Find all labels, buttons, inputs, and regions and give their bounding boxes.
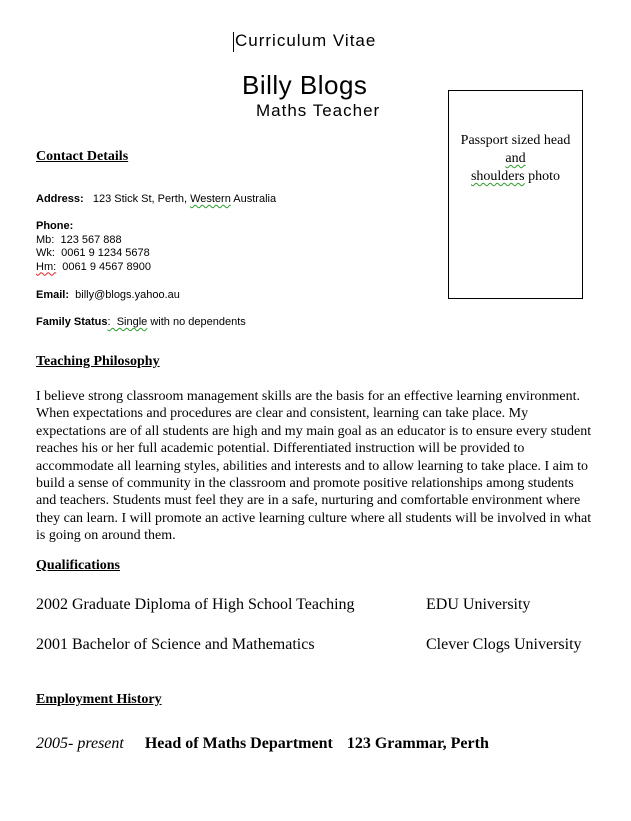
employment-row (36, 735, 489, 753)
photo-placeholder (448, 90, 583, 299)
text-cursor (233, 32, 234, 52)
document-header-title: Curriculum Vitae (235, 31, 377, 50)
email-value: billy@blogs.yahoo.au (75, 289, 180, 301)
family-status-label: Family Status (36, 316, 108, 328)
family-status-line (36, 316, 246, 330)
employment-employer: 123 Grammar, Perth (346, 735, 489, 752)
qualification-title-2: 2001 Bachelor of Science and Mathematics (36, 636, 315, 653)
philosophy-heading: Teaching Philosophy (36, 354, 160, 369)
address-value-western: Western (190, 193, 231, 205)
candidate-role: Maths Teacher (256, 101, 381, 120)
employment-position: Head of Maths Department (144, 735, 333, 752)
address-value-end: Australia (230, 193, 277, 205)
photo-line-3-word1: shoulders (470, 169, 525, 184)
qualification-institution-2: Clever Clogs University (426, 636, 582, 653)
hm-value: 0061 9 4567 8900 (62, 260, 151, 273)
family-status-marked: : Single (107, 316, 148, 328)
photo-placeholder-text (449, 132, 582, 186)
qualifications-heading: Qualifications (36, 558, 121, 573)
photo-line-3-word2: photo (524, 169, 561, 184)
email-label: Email: (36, 289, 70, 301)
contact-heading: Contact Details (36, 149, 129, 164)
mb-label: Mb: (36, 233, 55, 246)
address-value-start: 123 Stick St, Perth, (92, 193, 191, 205)
candidate-name: Billy Blogs (242, 70, 368, 100)
family-status-rest: with no dependents (147, 316, 246, 328)
wk-value: 0061 9 1234 5678 (61, 247, 150, 259)
employment-heading: Employment History (36, 692, 162, 707)
photo-line-2: and (505, 151, 526, 166)
qualification-title-1: 2002 Graduate Diploma of High School Teaching (36, 596, 355, 613)
phone-block (36, 220, 151, 274)
email-line (36, 289, 180, 303)
philosophy-text: I believe strong classroom management skills are the basis for an effective learning environment. When expectations and procedures are clear and consistent, learning can take place. My expectations are of all students are high and my main goal as an educator is to ensure every student reaches his or her full academic potential. Differentiated instruction will be provided to accommodate all learning styles, abilities and interests and to allow learning to take place. I aim to build a sense of community in the classroom and promote positive relationships among students and teachers. Students must feel they are in a safe, nurturing and comfortable environment where they can learn. I will promote an active learning culture where all students will be involved in what is going on around them. (36, 389, 592, 544)
hm-label: Hm: (36, 260, 57, 273)
qualification-institution-1: EDU University (426, 596, 531, 613)
employment-period: 2005- present (36, 735, 124, 752)
wk-label: Wk: (36, 247, 55, 259)
address-label: Address: (36, 193, 84, 205)
address-line (36, 193, 276, 207)
phone-label: Phone: (36, 220, 74, 232)
mb-value: 123 567 888 (60, 233, 122, 246)
photo-line-1: Passport sized head (460, 133, 571, 148)
